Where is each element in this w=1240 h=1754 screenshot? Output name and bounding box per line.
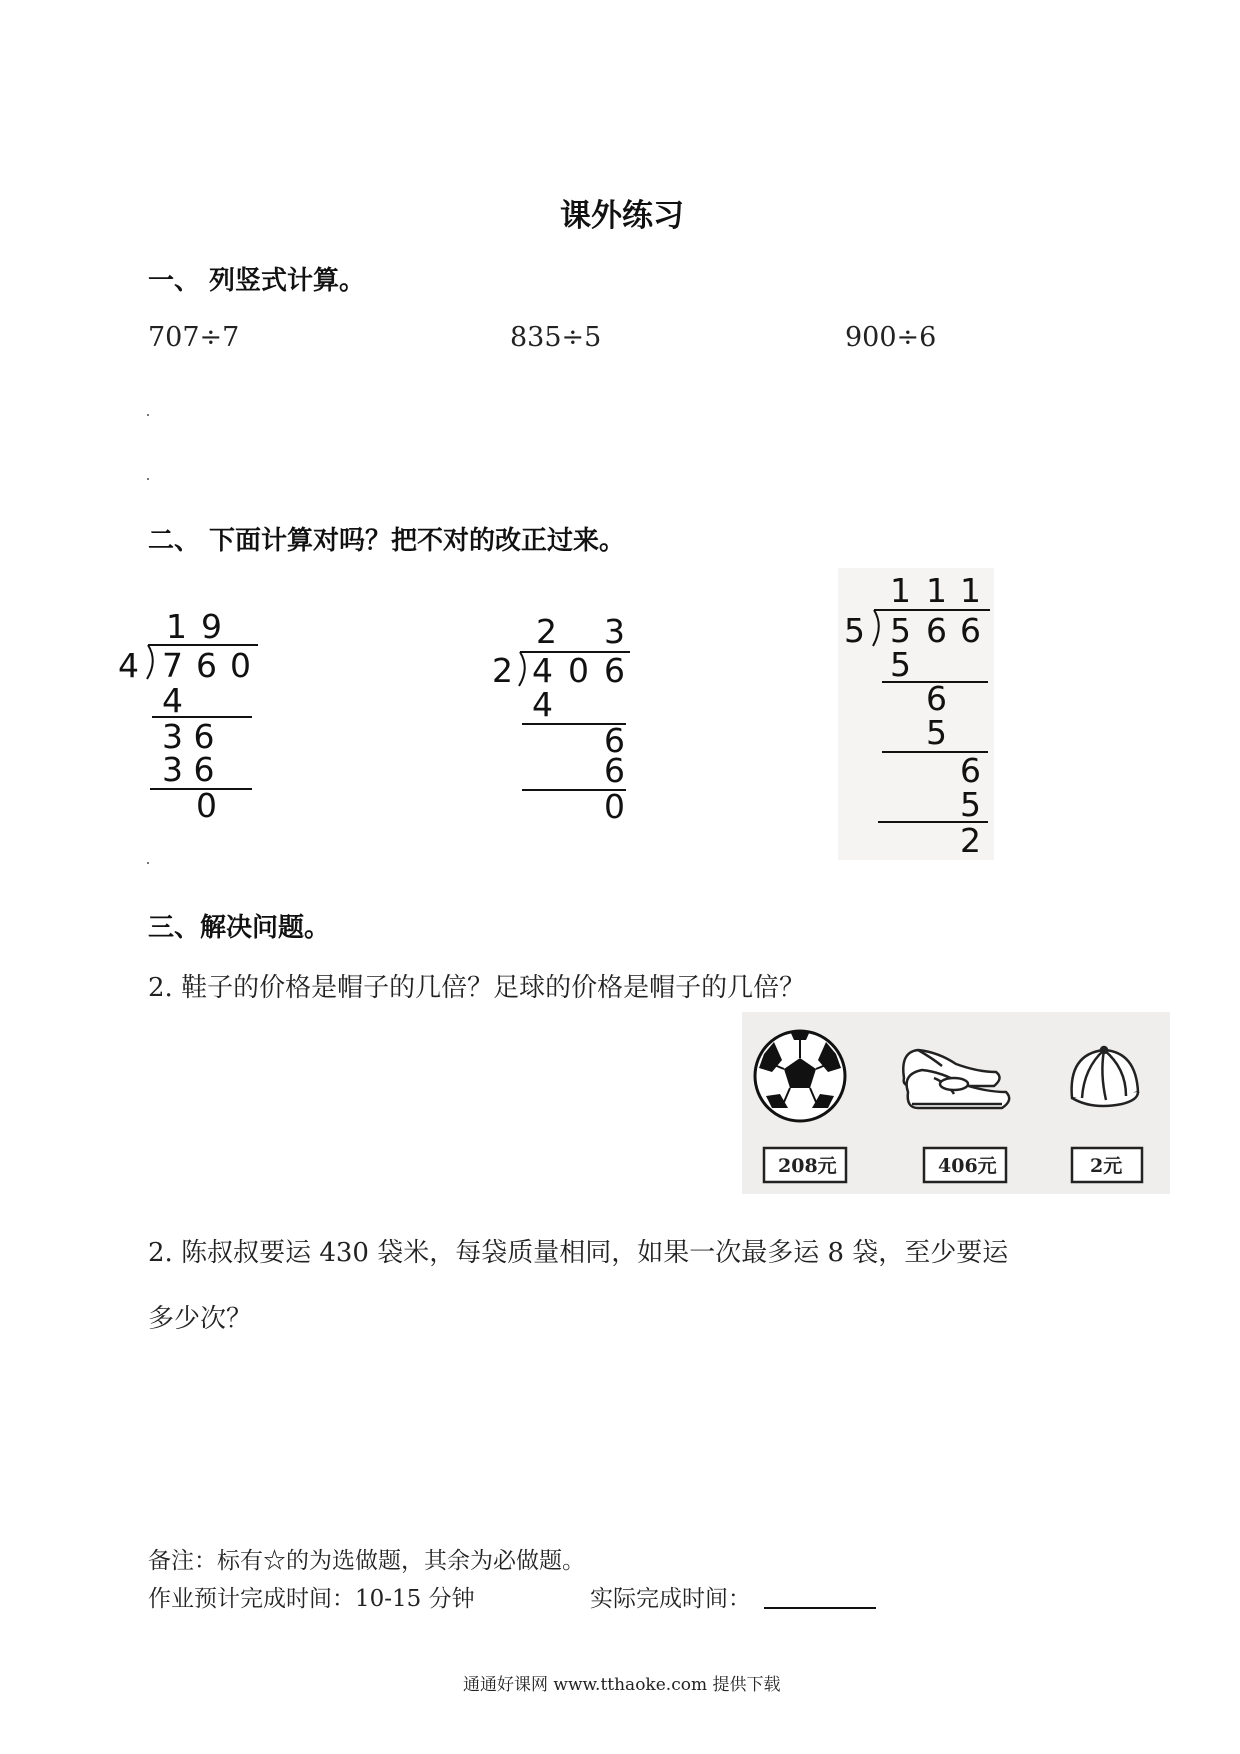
question-1: 2. 鞋子的价格是帽子的几倍？足球的价格是帽子的几倍？: [148, 973, 806, 1003]
dividend-digit: 6: [604, 651, 625, 690]
divisor: 5: [844, 611, 865, 650]
dividend-digit: 5: [890, 611, 911, 650]
quotient-digit: 3: [604, 612, 625, 651]
price-pictures: [742, 1012, 1170, 1194]
quotient-digit: 1: [890, 571, 911, 610]
dividend-digit: 4: [532, 651, 553, 690]
dividend-digit: 7: [162, 646, 183, 685]
page-title: 课外练习: [560, 198, 684, 234]
stray-mark: [147, 862, 149, 864]
step-value: 0: [604, 787, 625, 825]
problem-2: 835÷5: [510, 322, 602, 353]
problem-3: 900÷6: [845, 322, 937, 353]
section-2-heading: 二、 下面计算对吗？把不对的改正过来。: [148, 526, 626, 556]
dividend-digit: 0: [230, 646, 251, 685]
note-optional: 备注：标有☆的为选做题，其余为必做题。: [148, 1548, 585, 1574]
stray-mark: [147, 414, 149, 416]
section-1-heading: 一、 列竖式计算。: [148, 266, 366, 296]
section-3-heading: 三、解决问题。: [148, 913, 331, 943]
soccer-ball-icon: [755, 1031, 845, 1121]
step-value: 6: [604, 721, 625, 760]
step-value: 2: [960, 821, 981, 860]
quotient-digit: 2: [536, 612, 557, 651]
step-value: 6: [604, 751, 625, 790]
dividend-digit: 6: [926, 611, 947, 650]
price-ball: 208元: [778, 1155, 837, 1177]
step-value: 5: [890, 645, 911, 684]
quotient-digit: 1: [960, 571, 981, 610]
step-value: 4: [162, 681, 183, 720]
dividend-digit: 6: [960, 611, 981, 650]
step-value: 3 6: [162, 750, 215, 789]
actual-time-blank[interactable]: [764, 1607, 876, 1609]
footer-credit: 通通好课网 www.tthaoke.com 提供下载: [463, 1675, 781, 1695]
step-value: 3 6: [162, 717, 215, 756]
step-value: 5: [960, 785, 981, 824]
problem-1: 707÷7: [148, 322, 240, 353]
question-2-line-2: 多少次？: [148, 1304, 253, 1334]
quotient-digit: 1: [926, 571, 947, 610]
step-value: 4: [532, 685, 553, 724]
dividend-digit: 0: [568, 651, 589, 690]
step-value: 6: [926, 679, 947, 718]
quotient-digit: 1: [166, 607, 187, 646]
long-division-1: [116, 605, 266, 825]
divisor: 2: [492, 651, 513, 690]
step-value: 5: [926, 713, 947, 752]
step-value: 6: [960, 751, 981, 790]
question-2-line-1: 2. 陈叔叔要运 430 袋米，每袋质量相同，如果一次最多运 8 袋，至少要运: [148, 1238, 1009, 1268]
cap-icon: [1072, 1047, 1138, 1106]
price-cap: 2元: [1090, 1155, 1123, 1177]
divisor: 4: [118, 646, 139, 685]
dividend-digit: 6: [196, 646, 217, 685]
step-value: 0: [196, 786, 217, 825]
actual-time-label: 实际完成时间：: [590, 1586, 751, 1612]
price-shoes: 406元: [938, 1155, 997, 1177]
quotient-digit: 9: [201, 607, 222, 646]
estimated-time: 作业预计完成时间：10-15 分钟: [148, 1586, 475, 1612]
long-division-3: [838, 568, 994, 860]
long-division-2: [486, 610, 636, 825]
stray-mark: [147, 478, 149, 480]
shoes-icon: [903, 1050, 1009, 1108]
